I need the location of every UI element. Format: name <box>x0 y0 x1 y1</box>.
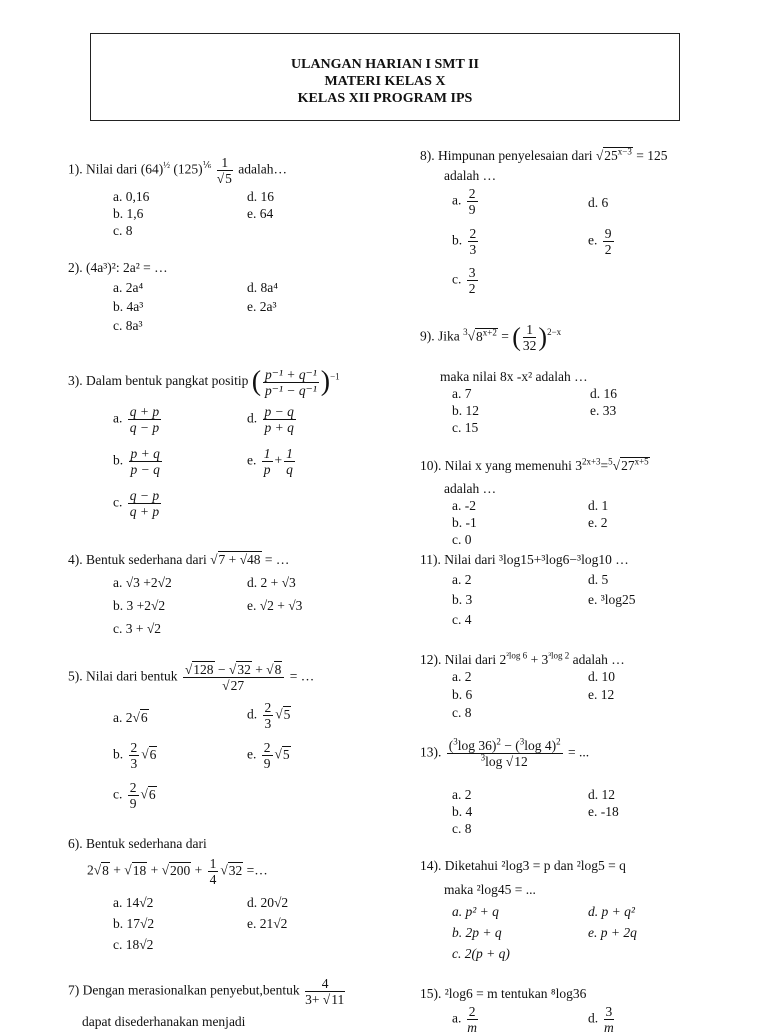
q9-option-e[interactable]: e. 33 <box>590 403 617 418</box>
q13-option-c[interactable]: c. 8 <box>452 821 472 836</box>
q10-option-e[interactable]: e. 2 <box>588 515 608 530</box>
q2-option-b[interactable]: b. 4a³ <box>113 299 144 314</box>
q6-option-e[interactable]: e. 21√2 <box>247 916 288 931</box>
q12-option-c[interactable]: c. 8 <box>452 705 472 720</box>
q13-tail: = ... <box>567 744 590 760</box>
q7-line2: dapat disederhanakan menjadi <box>82 1014 246 1029</box>
q14-text: 14). Diketahui ²log3 = p dan ²log5 = q <box>420 858 626 873</box>
exam-header <box>90 33 680 121</box>
header-line-3: KELAS XII PROGRAM IPS <box>297 91 473 106</box>
header-line-2: MATERI KELAS X <box>324 74 446 89</box>
q12-option-b[interactable]: b. 6 <box>452 687 473 702</box>
q13-option-d[interactable]: d. 12 <box>588 787 615 802</box>
q1-option-a[interactable]: a. 0,16 <box>113 189 150 204</box>
q2-option-e[interactable]: e. 2a³ <box>247 299 277 314</box>
q14-option-c[interactable]: c. 2(p + q) <box>452 946 510 961</box>
q1-option-b[interactable]: b. 1,6 <box>113 206 144 221</box>
q1-option-d[interactable]: d. 16 <box>247 189 274 204</box>
q14-option-d[interactable]: d. p + q² <box>588 904 635 919</box>
q10-option-d[interactable]: d. 1 <box>588 498 609 513</box>
q11-option-c[interactable]: c. 4 <box>452 612 472 627</box>
q6-option-b[interactable]: b. 17√2 <box>113 916 155 931</box>
q6-option-a[interactable]: a. 14√2 <box>113 895 154 910</box>
q2-text: 2). (4a³)²: 2a² = … <box>68 260 168 275</box>
q6-option-c[interactable]: c. 18√2 <box>113 937 154 952</box>
q13-option-b[interactable]: b. 4 <box>452 804 473 819</box>
q9-option-b[interactable]: b. 12 <box>452 403 479 418</box>
q8-line2: adalah … <box>444 168 497 183</box>
header-line-1: ULANGAN HARIAN I SMT II <box>291 57 479 72</box>
q13-text: 13). <box>420 744 442 760</box>
q1-option-e[interactable]: e. 64 <box>247 206 274 221</box>
q9-option-c[interactable]: c. 15 <box>452 420 479 435</box>
q10-option-c[interactable]: c. 0 <box>452 532 472 547</box>
q10-option-a[interactable]: a. -2 <box>452 498 476 513</box>
q7-text: 7) Dengan merasionalkan penyebut,bentuk <box>68 982 300 998</box>
q11-option-a[interactable]: a. 2 <box>452 572 472 587</box>
q14-option-a[interactable]: a. p² + q <box>452 904 499 919</box>
q4-option-b[interactable]: b. 3 +2√2 <box>113 598 166 613</box>
q11-option-b[interactable]: b. 3 <box>452 592 473 607</box>
q9-line2: maka nilai 8x -x² adalah … <box>440 369 588 384</box>
q2-option-a[interactable]: a. 2a⁴ <box>113 280 144 295</box>
q10-line2: adalah … <box>444 481 497 496</box>
q14-line2: maka ²log45 = ... <box>444 882 536 897</box>
q5-text: 5). Nilai dari bentuk <box>68 668 178 684</box>
q12-option-a[interactable]: a. 2 <box>452 669 472 684</box>
q4-text: 4). Bentuk sederhana dari <box>68 552 207 567</box>
q5-tail: = … <box>289 668 315 684</box>
q8-text: 8). Himpunan penyelesaian dari <box>420 148 593 163</box>
q2-option-d[interactable]: d. 8a⁴ <box>247 280 278 295</box>
q1-text: 1). Nilai dari (64) <box>68 161 164 177</box>
q10-option-b[interactable]: b. -1 <box>452 515 477 530</box>
q9-option-a[interactable]: a. 7 <box>452 386 472 401</box>
q11-option-d[interactable]: d. 5 <box>588 572 609 587</box>
q12-option-e[interactable]: e. 12 <box>588 687 615 702</box>
q12-tail: adalah … <box>572 652 625 667</box>
q4-option-d[interactable]: d. 2 + √3 <box>247 575 296 590</box>
q12-text: 12). Nilai dari <box>420 652 497 667</box>
q15-text: 15). ²log6 = m tentukan ⁸log36 <box>420 986 587 1001</box>
q4-option-a[interactable]: a. √3 +2√2 <box>113 575 172 590</box>
q6-text: 6). Bentuk sederhana dari <box>68 836 207 851</box>
q1-option-c[interactable]: c. 8 <box>113 223 133 238</box>
q11-text: 11). Nilai dari ³log15+³log6−³log10 … <box>420 552 629 567</box>
q1-tail: adalah… <box>238 161 287 177</box>
q14-option-b[interactable]: b. 2p + q <box>452 925 502 940</box>
q9-text: 9). Jika <box>420 328 460 344</box>
q11-option-e[interactable]: e. ³log25 <box>588 592 636 607</box>
q10-text: 10). Nilai x yang memenuhi <box>420 458 572 473</box>
q14-option-e[interactable]: e. p + 2q <box>588 925 637 940</box>
q13-option-a[interactable]: a. 2 <box>452 787 472 802</box>
q6-option-d[interactable]: d. 20√2 <box>247 895 289 910</box>
q2-option-c[interactable]: c. 8a³ <box>113 318 143 333</box>
q4-option-e[interactable]: e. √2 + √3 <box>247 598 303 613</box>
q9-option-d[interactable]: d. 16 <box>590 386 617 401</box>
q4-option-c[interactable]: c. 3 + √2 <box>113 621 162 636</box>
q12-option-d[interactable]: d. 10 <box>588 669 615 684</box>
q3-text: 3). Dalam bentuk pangkat positip <box>68 373 249 389</box>
q13-option-e[interactable]: e. -18 <box>588 804 619 819</box>
